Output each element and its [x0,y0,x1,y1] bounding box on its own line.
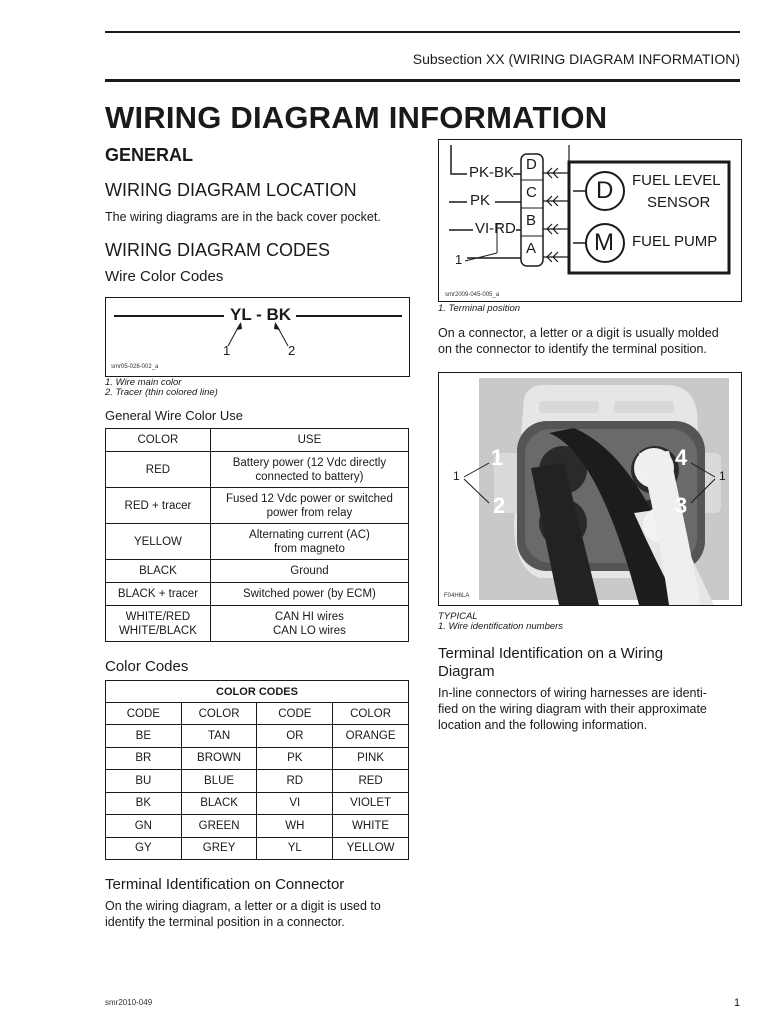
photo-digit-2: 2 [493,493,506,518]
color-codes-heading: Color Codes [105,658,189,675]
color-cell: YELLOW [106,524,211,560]
use-cell: Fused 12 Vdc power or switched power from relay [210,488,408,524]
terminal-letter-c: C [526,184,537,201]
table-row [106,792,409,815]
fuel-pump-label: FUEL PUMP [632,233,718,250]
top-rule [105,31,740,33]
terminal-letter-b: B [526,212,537,229]
color-header: COLOR [333,703,409,725]
general-heading: GENERAL [105,145,194,165]
col-use-header: USE [210,429,408,452]
table-cell: WH [257,815,333,838]
header-rule [105,79,740,82]
photo-digit-3: 3 [675,493,688,518]
connector-diagram-figure [438,139,742,302]
use-cell: Switched power (by ECM) [210,583,408,606]
color-codes-table [105,680,409,860]
table-cell: VIOLET [333,792,409,815]
footer-ref: smr2010-049 [105,998,153,1007]
table-row [106,747,409,770]
callout-1: 1 [223,343,231,358]
wire-label-pk-bk: PK-BK [469,164,515,181]
photo-callout-right: 1 [719,469,726,483]
color-cell: RED [106,452,211,488]
use-cell: Alternating current (AC) from magneto [210,524,408,560]
page-title: WIRING DIAGRAM INFORMATION [105,100,608,135]
wire-color-figure [105,297,410,377]
color-cell: RED + tracer [106,488,211,524]
location-heading: WIRING DIAGRAM LOCATION [105,180,357,200]
table-cell: PINK [333,747,409,770]
terminal-connector-text-2: identify the terminal position in a connector. [105,915,345,929]
color-cell: BLACK [106,560,211,583]
fuel-level-label: FUEL LEVEL [632,172,721,189]
page-number: 1 [734,997,741,1009]
general-use-table [105,428,409,642]
wire-label-vi-rd: VI-RD [475,220,516,237]
terminal-letter-a: A [526,240,537,257]
wire-color-heading: Wire Color Codes [105,268,224,285]
table-cell: BK [106,792,182,815]
terminal-letter-d: D [526,156,537,173]
terminal-diagram-heading-2: Diagram [438,663,495,680]
connector-photo-figure [438,372,742,606]
use-cell: Battery power (12 Vdc directly connected to battery) [210,452,408,488]
terminal-diagram-text-2: fied on the wiring diagram with their approximate [438,702,707,716]
code-header: CODE [106,703,182,725]
table-row [106,815,409,838]
general-use-heading: General Wire Color Use [105,408,243,423]
table-cell: GREY [181,837,257,860]
table-cell: BROWN [181,747,257,770]
table-cell: RED [333,770,409,793]
callout-1: 1 [455,252,463,267]
table-row [106,606,409,642]
molded-text-1: On a connector, a letter or a digit is usually molded [438,326,719,340]
codes-heading: WIRING DIAGRAM CODES [105,240,331,260]
terminal-diagram-text-1: In-line connectors of wiring harnesses are identi- [438,686,707,700]
wire-color-label: YL - BK [230,305,292,324]
table-cell: BU [106,770,182,793]
table-cell: OR [257,725,333,748]
col-color-header: COLOR [106,429,211,452]
table-row [106,524,409,560]
figure-ref: F04H6LA [444,593,470,599]
color-cell: WHITE/RED WHITE/BLACK [106,606,211,642]
color-cell: BLACK + tracer [106,583,211,606]
connector-caption: 1. Terminal position [438,303,521,314]
table-cell: BE [106,725,182,748]
table-cell: ORANGE [333,725,409,748]
sensor-symbol-letter: D [596,177,614,204]
figure-ref: smr2009-045-005_a [445,292,500,298]
wire-label-pk: PK [470,192,491,209]
color-codes-title: COLOR CODES [106,681,409,703]
table-row [106,725,409,748]
table-cell: WHITE [333,815,409,838]
table-cell: PK [257,747,333,770]
table-cell: GREEN [181,815,257,838]
table-cell: BLUE [181,770,257,793]
table-row [106,837,409,860]
use-cell: CAN HI wires CAN LO wires [210,606,408,642]
table-row [106,560,409,583]
table-cell: YELLOW [333,837,409,860]
subsection-header: Subsection XX (WIRING DIAGRAM INFORMATION) [412,51,740,67]
sensor-label: SENSOR [647,194,711,211]
table-row [106,452,409,488]
photo-digit-1: 1 [491,445,504,470]
table-cell: GN [106,815,182,838]
terminal-diagram-heading-1: Terminal Identification on a Wiring [438,645,664,662]
photo-caption-typical: TYPICAL [438,611,478,622]
color-header: COLOR [181,703,257,725]
table-cell: YL [257,837,333,860]
wire-caption-1: 1. Wire main color [105,377,182,388]
photo-caption-1: 1. Wire identification numbers [438,621,564,632]
photo-digit-4: 4 [675,445,688,470]
table-row [106,770,409,793]
terminal-connector-heading: Terminal Identification on Connector [105,876,345,893]
wire-caption-2: 2. Tracer (thin colored line) [105,387,218,398]
code-header: CODE [257,703,333,725]
table-cell: RD [257,770,333,793]
callout-2: 2 [288,343,296,358]
location-text: The wiring diagrams are in the back cover pocket. [105,210,381,224]
pump-symbol-letter: M [594,229,614,256]
connector-photo [439,373,741,605]
molded-text-2: on the connector to identify the terminal position. [438,342,707,356]
table-cell: BR [106,747,182,770]
terminal-diagram-text-3: location and the following information. [438,718,648,732]
table-row [106,488,409,524]
table-cell: BLACK [181,792,257,815]
use-cell: Ground [210,560,408,583]
photo-callout-left: 1 [453,469,460,483]
table-cell: TAN [181,725,257,748]
table-row [106,583,409,606]
figure-ref: smr05-026-002_a [111,364,159,370]
table-cell: GY [106,837,182,860]
table-cell: VI [257,792,333,815]
terminal-connector-text-1: On the wiring diagram, a letter or a digit is used to [105,899,381,913]
